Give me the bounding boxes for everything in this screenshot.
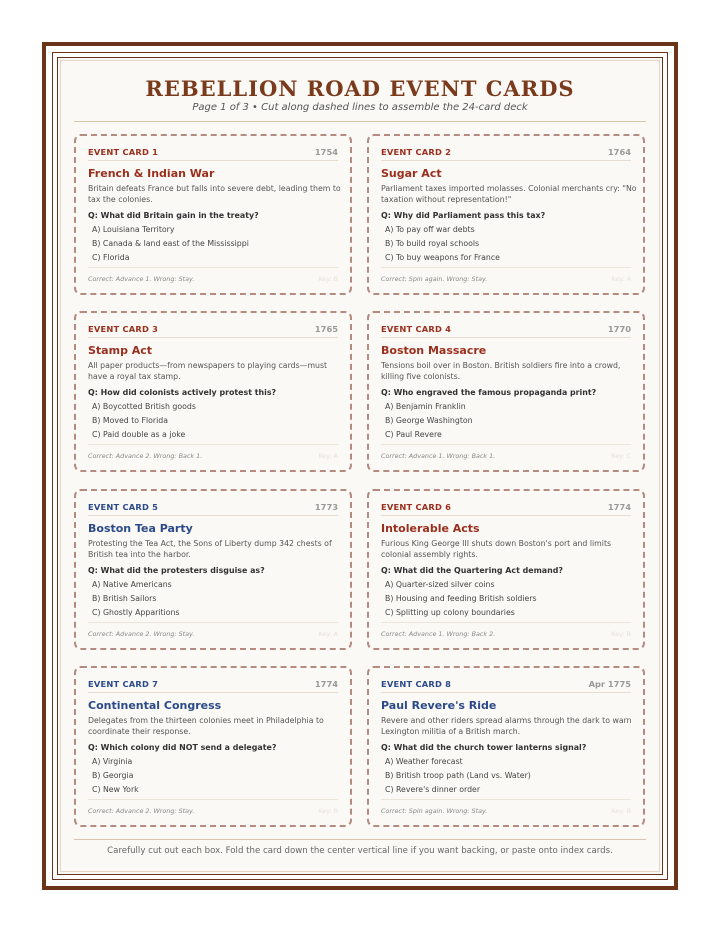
card-header-divider (381, 515, 631, 516)
card-option: A) Native Americans (92, 580, 172, 589)
card-option: C) Florida (92, 253, 130, 262)
card-year: 1754 (314, 147, 338, 157)
card-question: Q: What did the church tower lanterns signal? (381, 743, 587, 752)
card-option: B) Canada & land east of the Mississippi (92, 239, 249, 248)
card-footer-divider (88, 444, 338, 445)
card-option: A) Boycotted British goods (92, 402, 196, 411)
card-header-divider (381, 337, 631, 338)
card-answer-key: Key: A (318, 452, 338, 460)
card-question: Q: What did the protesters disguise as? (88, 566, 265, 575)
card-label: EVENT CARD 7 (88, 679, 159, 689)
card-footer-divider (88, 267, 338, 268)
card-answer-key: Key: B (318, 807, 338, 815)
card-header-divider (381, 692, 631, 693)
event-card[interactable] (367, 489, 645, 650)
card-title: Stamp Act (88, 344, 153, 357)
card-option: A) Quarter-sized silver coins (385, 580, 495, 589)
card-footer-divider (88, 622, 338, 623)
card-footer-divider (381, 622, 631, 623)
card-title: Sugar Act (381, 167, 442, 180)
card-title: Paul Revere's Ride (381, 699, 497, 712)
card-option: C) Paul Revere (385, 430, 442, 439)
card-option: A) Benjamin Franklin (385, 402, 466, 411)
card-answer-key: Key: A (318, 630, 338, 638)
event-card[interactable] (74, 489, 352, 650)
card-option: A) Louisiana Territory (92, 225, 175, 234)
card-question: Q: What did Britain gain in the treaty? (88, 211, 259, 220)
page-title: REBELLION ROAD EVENT CARDS (145, 76, 575, 101)
card-footer-divider (381, 444, 631, 445)
card-option: B) To build royal schools (385, 239, 480, 248)
card-question: Q: What did the Quartering Act demand? (381, 566, 563, 575)
card-option: A) Weather forecast (385, 757, 463, 766)
card-question: Q: How did colonists actively protest this? (88, 388, 277, 397)
card-header-divider (88, 515, 338, 516)
card-label: EVENT CARD 5 (88, 502, 159, 512)
card-footer-rule: Correct: Advance 2. Wrong: Stay. (88, 630, 195, 638)
card-answer-key: Key: B (611, 630, 631, 638)
card-year: Apr 1775 (588, 679, 631, 689)
page-subtitle: Page 1 of 3 • Cut along dashed lines to assemble the 24-card deck (192, 102, 528, 113)
card-option: B) British troop path (Land vs. Water) (385, 771, 531, 780)
card-year: 1774 (607, 502, 631, 512)
card-option: C) Ghostly Apparitions (92, 608, 180, 617)
card-answer-key: Key: A (611, 275, 631, 283)
card-year: 1770 (607, 324, 631, 334)
card-label: EVENT CARD 6 (381, 502, 452, 512)
card-option: B) British Sailors (92, 594, 157, 603)
card-label: EVENT CARD 1 (88, 147, 159, 157)
card-description: Parliament taxes imported molasses. Colonial merchants cry: "No taxation without representation!" (381, 184, 637, 204)
card-option: C) Revere's dinner order (385, 785, 481, 794)
card-question: Q: Why did Parliament pass this tax? (381, 211, 546, 220)
card-title: Continental Congress (88, 699, 222, 712)
event-card[interactable] (367, 134, 645, 295)
card-question: Q: Who engraved the famous propaganda print? (381, 388, 597, 397)
header-divider (74, 121, 646, 122)
card-description: Britain defeats France but falls into severe debt, leading them to tax the colonies. (88, 184, 341, 204)
card-description: Delegates from the thirteen colonies meet in Philadelphia to coordinate their response. (88, 716, 324, 736)
card-answer-key: Key: C (611, 452, 631, 460)
card-footer-rule: Correct: Spin again. Wrong: Stay. (381, 807, 488, 815)
card-footer-rule: Correct: Advance 1. Wrong: Back 2. (381, 630, 496, 638)
card-header-divider (88, 692, 338, 693)
card-footer-divider (381, 799, 631, 800)
card-header-divider (88, 337, 338, 338)
card-option: B) Georgia (92, 771, 134, 780)
card-label: EVENT CARD 2 (381, 147, 452, 157)
card-footer-rule: Correct: Advance 2. Wrong: Back 1. (88, 452, 203, 460)
card-description: Revere and other riders spread alarms through the dark to warn Lexington militia of a British march. (381, 716, 632, 736)
event-card[interactable] (367, 311, 645, 472)
card-footer-divider (381, 267, 631, 268)
event-card[interactable] (367, 666, 645, 827)
card-footer-rule: Correct: Advance 2. Wrong: Stay. (88, 807, 195, 815)
card-option: C) Splitting up colony boundaries (385, 608, 515, 617)
event-card[interactable] (74, 134, 352, 295)
event-card[interactable] (74, 666, 352, 827)
card-description: Tensions boil over in Boston. British soldiers fire into a crowd, killing five colonists. (381, 361, 621, 381)
footer-divider (74, 839, 646, 840)
card-label: EVENT CARD 3 (88, 324, 159, 334)
card-description: Furious King George III shuts down Boston's port and limits colonial assembly rights. (381, 539, 612, 559)
card-option: A) To pay off war debts (385, 225, 475, 234)
card-year: 1764 (607, 147, 631, 157)
card-option: A) Virginia (92, 757, 133, 766)
card-option: B) George Washington (385, 416, 473, 425)
card-answer-key: Key: B (318, 275, 338, 283)
card-option: C) To buy weapons for France (385, 253, 500, 262)
card-footer-divider (88, 799, 338, 800)
card-year: 1774 (314, 679, 338, 689)
card-footer-rule: Correct: Spin again. Wrong: Stay. (381, 275, 488, 283)
card-footer-rule: Correct: Advance 1. Wrong: Stay. (88, 275, 195, 283)
card-option: C) Paid double as a joke (92, 430, 186, 439)
card-option: B) Housing and feeding British soldiers (385, 594, 537, 603)
card-title: Intolerable Acts (381, 522, 480, 535)
card-year: 1765 (314, 324, 338, 334)
card-option: B) Moved to Florida (92, 416, 169, 425)
footer-instructions: Carefully cut out each box. Fold the card down the center vertical line if you want backing, or paste onto index cards. (107, 846, 613, 856)
card-label: EVENT CARD 4 (381, 324, 452, 334)
event-card[interactable] (74, 311, 352, 472)
card-title: Boston Massacre (381, 344, 487, 357)
card-title: French & Indian War (88, 167, 215, 180)
card-title: Boston Tea Party (88, 522, 193, 535)
card-option: C) New York (92, 785, 139, 794)
card-footer-rule: Correct: Advance 1. Wrong: Back 1. (381, 452, 496, 460)
card-answer-key: Key: B (611, 807, 631, 815)
card-header-divider (381, 160, 631, 161)
card-header-divider (88, 160, 338, 161)
card-year: 1773 (314, 502, 338, 512)
card-description: Protesting the Tea Act, the Sons of Liberty dump 342 chests of British tea into the harbor. (88, 539, 332, 559)
card-description: All paper products—from newspapers to playing cards—must have a royal tax stamp. (88, 361, 328, 381)
card-question: Q: Which colony did NOT send a delegate? (88, 743, 277, 752)
card-label: EVENT CARD 8 (381, 679, 452, 689)
